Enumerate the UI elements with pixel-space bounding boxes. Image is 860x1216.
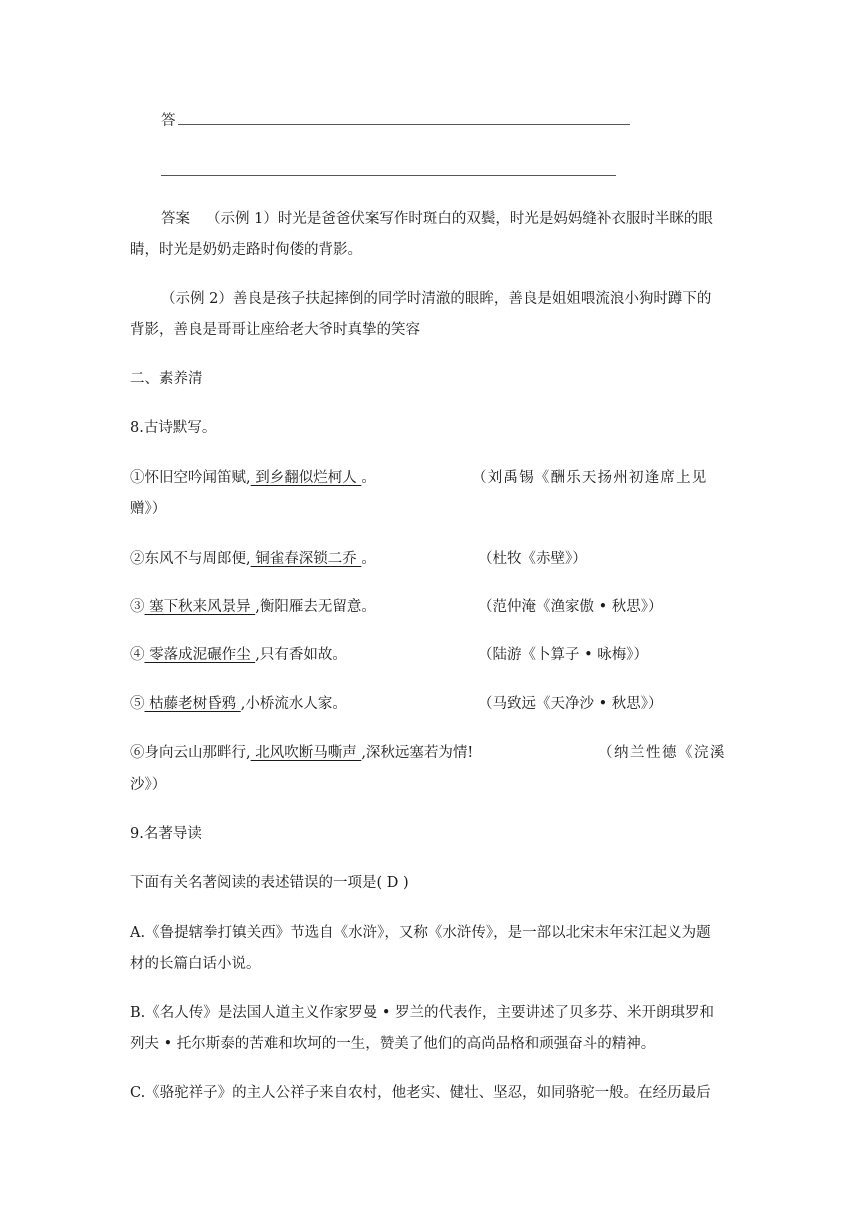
answer-prompt: 答: [161, 113, 176, 129]
answer-blank-1[interactable]: [178, 110, 630, 125]
answer-blank-2[interactable]: [161, 175, 616, 176]
poem-2-pre: ②东风不与周郎便,: [130, 551, 251, 567]
q8-title: 8.古诗默写。: [130, 420, 217, 436]
answer-example1-line2: 睛，时光是奶奶走路时佝偻的背影。: [130, 242, 362, 258]
poem-6-pre: ⑥身向云山那畔行,: [130, 745, 251, 761]
poem-1-source: （刘禹锡《酬乐天扬州初逢席上见: [472, 470, 708, 486]
answer-prompt-line: [161, 110, 630, 131]
poem-2-post: 。: [361, 551, 376, 567]
poem-4-fill: 零落成泥碾作尘: [144, 647, 256, 663]
poem-1-pre: ①怀旧空吟闻笛赋,: [130, 470, 251, 486]
poem-5-source: （马致远《天净沙 • 秋思》）: [478, 696, 663, 712]
poem-1-source-cont: 赠》）: [130, 501, 167, 517]
poem-1-fill: 到乡翻似烂柯人: [250, 470, 362, 486]
example1-text-1: （示例 1）时光是爸爸伏案写作时斑白的双鬓，时光是妈妈缝补衣服时半眯的眼: [206, 211, 713, 227]
option-c-line1: C.《骆驼祥子》的主人公祥子来自农村，他老实、健壮、坚忍，如同骆驼一般。在经历最后: [130, 1085, 711, 1101]
poem-2-source: （杜牧《赤壁》）: [478, 551, 587, 567]
poem-line-3: [130, 597, 376, 617]
answer-example2-line1: （示例 2）善良是孩子扶起摔倒的同学时清澈的眼眸，善良是姐姐喂流浪小狗时蹲下的: [161, 291, 712, 307]
answer-example1-line1: [161, 209, 713, 229]
option-b-line1: B.《名人传》是法国人道主义作家罗曼 • 罗兰的代表作，主要讲述了贝多芬、米开朗琪罗和: [130, 1005, 715, 1021]
poem-6-fill: 北风吹断马嘶声: [250, 745, 362, 761]
poem-3-pre: ③: [130, 599, 145, 615]
option-a-line2: 材的长篇白话小说。: [130, 956, 261, 972]
poem-4-post: ,只有香如故。: [255, 647, 347, 663]
poem-3-fill: 塞下秋来风景异: [144, 599, 256, 615]
poem-line-2: [130, 549, 376, 569]
poem-3-source: （范仲淹《渔家傲 • 秋思》）: [478, 599, 663, 615]
poem-2-fill: 铜雀春深锁二乔: [250, 551, 362, 567]
poem-1-post: 。: [361, 470, 376, 486]
poem-5-fill: 枯藤老树昏鸦: [144, 696, 241, 712]
section-title: 二、素养清: [130, 371, 203, 387]
poem-6-source: （纳兰性德《浣溪: [598, 745, 726, 761]
poem-line-5: [130, 694, 347, 714]
option-b-line2: 列夫 • 托尔斯泰的苦难和坎坷的一生，赞美了他们的高尚品格和顽强奋斗的精神。: [130, 1036, 656, 1052]
poem-line-1: [130, 468, 376, 488]
poem-5-pre: ⑤: [130, 696, 145, 712]
answer-example2-line2: 背影，善良是哥哥让座给老大爷时真挚的笑容: [130, 322, 420, 338]
poem-5-post: ,小桥流水人家。: [240, 696, 347, 712]
poem-6-source-cont: 沙》）: [130, 777, 167, 793]
q9-question: 下面有关名著阅读的表述错误的一项是( D ): [130, 875, 409, 891]
poem-4-source: （陆游《卜算子 • 咏梅》）: [478, 647, 649, 663]
option-a-line1: A.《鲁提辖拳打镇关西》节选自《水浒》，又称《水浒传》，是一部以北宋末年宋江起义为题: [130, 925, 711, 941]
poem-line-6: [130, 743, 473, 763]
poem-4-pre: ④: [130, 647, 145, 663]
q9-title: 9.名著导读: [130, 826, 202, 842]
poem-3-post: ,衡阳雁去无留意。: [255, 599, 376, 615]
answer-label: 答案: [161, 211, 190, 227]
poem-6-post: ,深秋远塞若为情!: [361, 745, 474, 761]
poem-line-4: [130, 645, 347, 665]
